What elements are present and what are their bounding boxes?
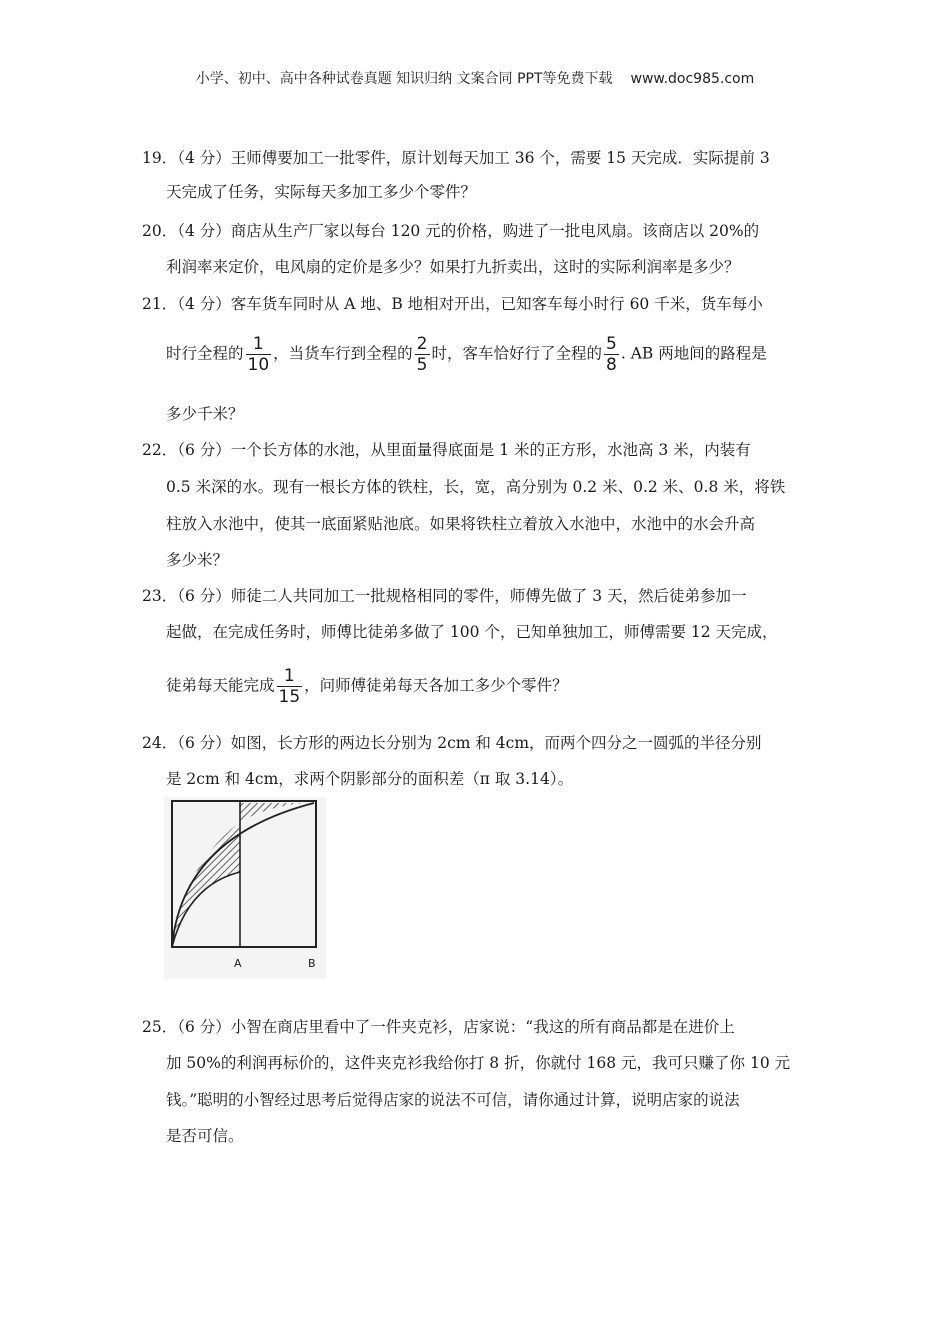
question-number: 24． (142, 734, 178, 752)
question-number: 19． (142, 149, 178, 167)
question-22-line-4: 多少米？ (166, 551, 229, 569)
question-21-line-2 (166, 334, 767, 375)
question-20-line-1 (142, 219, 759, 241)
question-text: （6 分）一个长方体的水池，从里面量得底面是 1 米的正方形，水池高 3 米，内装有 (177, 441, 751, 459)
text-segment: 时，客车恰好行了全程的 (431, 344, 603, 363)
page-header (0, 68, 950, 88)
question-23-line-3 (166, 666, 568, 707)
question-number: 21． (142, 295, 178, 313)
question-number: 20． (142, 222, 178, 240)
question-text: （4 分）王师傅要加工一批零件，原计划每天加工 36 个，需要 15 天完成．实际提前 3 (177, 149, 770, 167)
question-21-line-3: 多少千米？ (166, 405, 244, 423)
question-25-line-1 (142, 1015, 735, 1037)
denominator: 8 (606, 355, 617, 375)
question-20-line-2: 利润率来定价，电风扇的定价是多少？如果打九折卖出，这时的实际利润率是多少？ (166, 258, 740, 276)
text-segment: 徒弟每天能完成 (166, 676, 275, 695)
question-23-line-1 (142, 584, 747, 606)
question-text: （4 分）商店从生产厂家以每台 120 元的价格，购进了一批电风扇。该商店以 20%的 (177, 222, 760, 240)
question-19-line-2: 天完成了任务，实际每天多加工多少个零件？ (166, 183, 477, 201)
question-23-line-2: 起做，在完成任务时，师傅比徒弟多做了 100 个，已知单独加工，师傅需要 12 天完成， (166, 623, 778, 641)
question-25-line-4: 是否可信。 (166, 1127, 244, 1145)
denominator: 10 (247, 355, 270, 375)
header-site: www.doc985.com (630, 71, 755, 87)
question-22-line-3: 柱放入水池中，使其一底面紧贴池底。如果将铁柱立着放入水池中，水池中的水会升高 (166, 515, 756, 533)
question-19-line-1 (142, 146, 770, 168)
question-text: （6 分）如图，长方形的两边长分别为 2cm 和 4cm，而两个四分之一圆弧的半径分别 (177, 734, 762, 752)
question-21-line-1 (142, 292, 763, 314)
question-number: 22． (142, 441, 178, 459)
text-segment: ，问师傅徒弟每天各加工多少个零件？ (304, 676, 568, 695)
fraction (277, 666, 303, 707)
question-25-line-2: 加 50%的利润再标价的，这件夹克衫我给你打 8 折，你就付 168 元，我可只赚了你 10 元 (166, 1054, 791, 1072)
question-24-line-1 (142, 731, 762, 753)
numerator: 1 (252, 334, 264, 354)
text-segment: . AB 两地间的路程是 (620, 344, 767, 363)
denominator: 15 (278, 687, 301, 707)
fraction (604, 334, 619, 375)
label-a: A (234, 957, 242, 970)
fraction (415, 334, 430, 375)
question-22-line-1 (142, 438, 751, 460)
question-number: 23． (142, 587, 178, 605)
question-text: （4 分）客车货车同时从 A 地、B 地相对开出，已知客车每小时行 60 千米，货车每小 (177, 295, 763, 313)
denominator: 5 (416, 355, 428, 375)
numerator: 1 (283, 666, 295, 686)
text-segment: 时行全程的 (166, 344, 244, 363)
question-text: （6 分）小智在商店里看中了一件夹克衫，店家说：“我这的所有商品都是在进价上 (177, 1018, 735, 1036)
geometry-figure (164, 797, 326, 979)
label-b: B (308, 957, 316, 970)
numerator: 2 (416, 334, 428, 354)
text-segment: ，当货车行到全程的 (273, 344, 413, 363)
question-22-line-2: 0.5 米深的水。现有一根长方体的铁柱，长，宽，高分别为 0.2 米、0.2 米、0.8 米，将铁 (166, 478, 786, 496)
question-24-line-2: 是 2cm 和 4cm，求两个阴影部分的面积差（π 取 3.14）。 (166, 770, 574, 788)
question-number: 25． (142, 1018, 178, 1036)
numerator: 5 (606, 334, 617, 354)
question-text: （6 分）师徒二人共同加工一批规格相同的零件，师傅先做了 3 天，然后徒弟参加一 (177, 587, 747, 605)
header-text: 小学、初中、高中各种试卷真题 知识归纳 文案合同 PPT等免费下载 (195, 71, 613, 87)
fraction (246, 334, 272, 375)
question-25-line-3: 钱。”聪明的小智经过思考后觉得店家的说法不可信，请你通过计算，说明店家的说法 (166, 1091, 740, 1109)
